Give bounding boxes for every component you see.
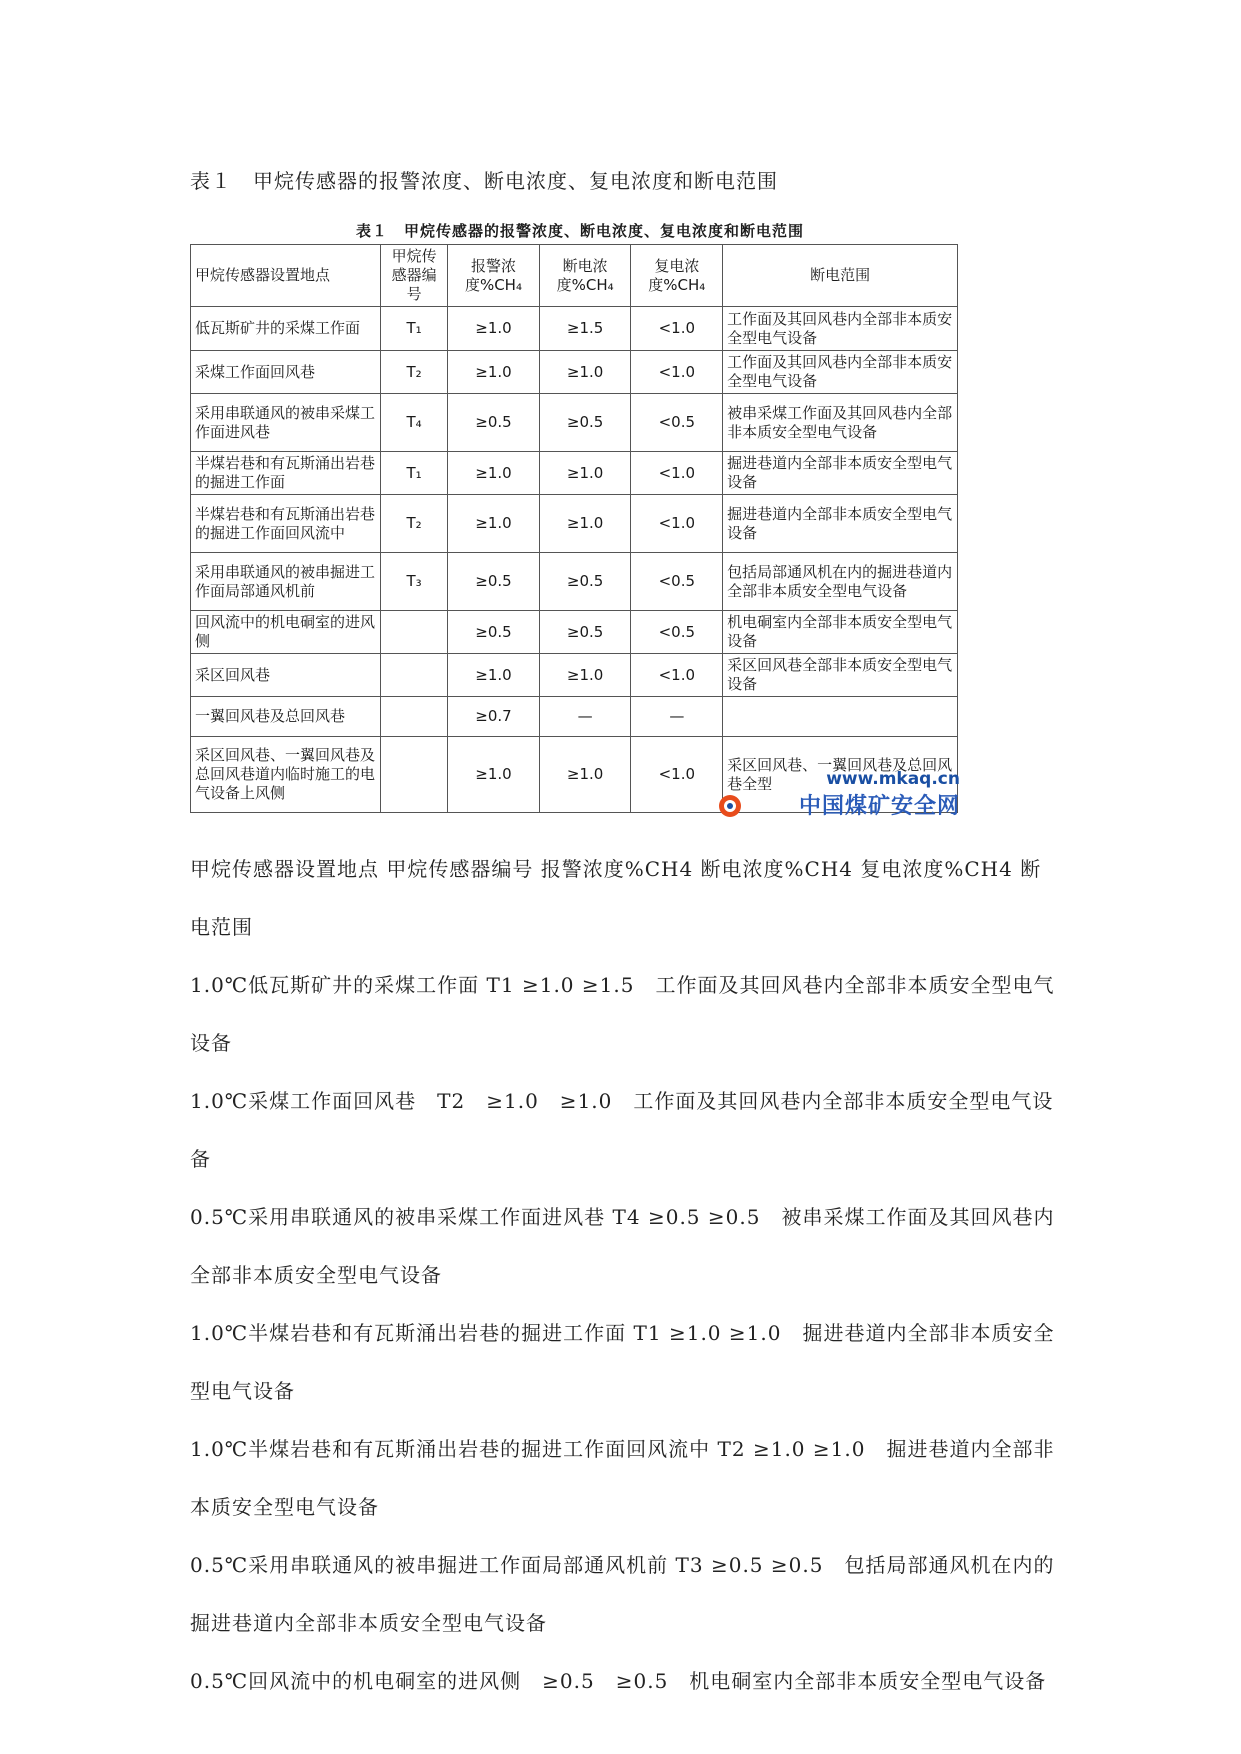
cell-range: 机电硐室内全部非本质安全型电气设备 bbox=[723, 611, 958, 654]
paragraph: 1.0℃半煤岩巷和有瓦斯涌出岩巷的掘进工作面 T1 ≥1.0 ≥1.0 掘进巷道内全部非本质安全型电气设备 bbox=[190, 1321, 1055, 1403]
table-caption: 表１ 甲烷传感器的报警浓度、断电浓度、复电浓度和断电范围 bbox=[190, 169, 778, 193]
cell-range: 包括局部通风机在内的掘进巷道内全部非本质安全型电气设备 bbox=[723, 553, 958, 611]
cell-alarm: ≥1.0 bbox=[448, 307, 540, 351]
cell-alarm: ≥1.0 bbox=[448, 737, 540, 813]
cell-id: T₄ bbox=[381, 394, 448, 452]
cell-id: T₃ bbox=[381, 553, 448, 611]
cell-restore: <1.0 bbox=[631, 654, 723, 697]
cell-restore: <1.0 bbox=[631, 307, 723, 351]
header-cell: 报警浓度%CH₄ bbox=[448, 245, 540, 307]
paragraph: 0.5℃采用串联通风的被串掘进工作面局部通风机前 T3 ≥0.5 ≥0.5 包括局部通风机在内的掘进巷道内全部非本质安全型电气设备 bbox=[190, 1553, 1055, 1635]
cell-location: 采区回风巷、一翼回风巷及总回风巷道内临时施工的电气设备上风侧 bbox=[191, 737, 381, 813]
table-row bbox=[191, 495, 958, 553]
watermark-url: www.mkaq.cn bbox=[826, 769, 960, 789]
cell-cutoff: ≥1.0 bbox=[539, 737, 631, 813]
cell-range bbox=[723, 697, 958, 737]
cell-location: 一翼回风巷及总回风巷 bbox=[191, 697, 381, 737]
paragraph: 0.5℃采用串联通风的被串采煤工作面进风巷 T4 ≥0.5 ≥0.5 被串采煤工作面及其回风巷内全部非本质安全型电气设备 bbox=[190, 1205, 1055, 1287]
image-table-title: 表１ 甲烷传感器的报警浓度、断电浓度、复电浓度和断电范围 bbox=[355, 222, 804, 240]
cell-location: 采煤工作面回风巷 bbox=[191, 351, 381, 394]
cell-alarm: ≥1.0 bbox=[448, 452, 540, 495]
cell-restore: <1.0 bbox=[631, 351, 723, 394]
table-row bbox=[191, 654, 958, 697]
cell-alarm: ≥0.7 bbox=[448, 697, 540, 737]
cell-id: T₁ bbox=[381, 452, 448, 495]
cell-id bbox=[381, 611, 448, 654]
cell-alarm: ≥1.0 bbox=[448, 654, 540, 697]
scanned-table-image bbox=[190, 218, 970, 828]
cell-range: 采区回风巷、一翼回风巷及总回风巷全型 bbox=[723, 737, 958, 813]
table-row bbox=[191, 452, 958, 495]
cell-alarm: ≥1.0 bbox=[448, 495, 540, 553]
cell-alarm: ≥0.5 bbox=[448, 394, 540, 452]
cell-cutoff: ≥1.0 bbox=[539, 452, 631, 495]
header-cell: 断电范围 bbox=[723, 245, 958, 307]
watermark-site-name: 中国煤矿安全网 bbox=[798, 794, 960, 819]
cell-cutoff: ≥1.0 bbox=[539, 495, 631, 553]
table-row bbox=[191, 394, 958, 452]
table-row bbox=[191, 307, 958, 351]
cell-range: 掘进巷道内全部非本质安全型电气设备 bbox=[723, 495, 958, 553]
cell-location: 采用串联通风的被串采煤工作面进风巷 bbox=[191, 394, 381, 452]
cell-id bbox=[381, 654, 448, 697]
cell-location: 低瓦斯矿井的采煤工作面 bbox=[191, 307, 381, 351]
header-cell: 断电浓度%CH₄ bbox=[539, 245, 631, 307]
cell-location: 半煤岩巷和有瓦斯涌出岩巷的掘进工作面回风流中 bbox=[191, 495, 381, 553]
cell-location: 回风流中的机电硐室的进风侧 bbox=[191, 611, 381, 654]
header-cell: 甲烷传感器编号 bbox=[381, 245, 448, 307]
header-cell: 复电浓度%CH₄ bbox=[631, 245, 723, 307]
paragraph: 1.0℃采煤工作面回风巷 T2 ≥1.0 ≥1.0 工作面及其回风巷内全部非本质安全型电气设备 bbox=[190, 1089, 1054, 1171]
paragraph: 甲烷传感器设置地点 甲烷传感器编号 报警浓度%CH4 断电浓度%CH4 复电浓度%CH4 断电范围 bbox=[190, 857, 1042, 939]
cell-alarm: ≥1.0 bbox=[448, 351, 540, 394]
table-row bbox=[191, 611, 958, 654]
cell-id bbox=[381, 697, 448, 737]
cell-cutoff: ≥0.5 bbox=[539, 553, 631, 611]
table-row bbox=[191, 351, 958, 394]
cell-restore: — bbox=[631, 697, 723, 737]
cell-range: 工作面及其回风巷内全部非本质安全型电气设备 bbox=[723, 307, 958, 351]
cell-restore: <0.5 bbox=[631, 394, 723, 452]
paragraph: 1.0℃半煤岩巷和有瓦斯涌出岩巷的掘进工作面回风流中 T2 ≥1.0 ≥1.0 掘进巷道内全部非本质安全型电气设备 bbox=[190, 1437, 1055, 1519]
watermark bbox=[799, 769, 960, 820]
methane-sensor-table bbox=[190, 244, 958, 813]
paragraph: 1.0℃低瓦斯矿井的采煤工作面 T1 ≥1.0 ≥1.5 工作面及其回风巷内全部非本质安全型电气设备 bbox=[190, 973, 1055, 1055]
cell-range: 采区回风巷全部非本质安全型电气设备 bbox=[723, 654, 958, 697]
cell-cutoff: ≥1.0 bbox=[539, 351, 631, 394]
cell-id: T₂ bbox=[381, 495, 448, 553]
cell-restore: <1.0 bbox=[631, 495, 723, 553]
cell-cutoff: ≥1.0 bbox=[539, 654, 631, 697]
site-logo-icon bbox=[718, 794, 742, 818]
table-header-row bbox=[191, 245, 958, 307]
cell-location: 采用串联通风的被串掘进工作面局部通风机前 bbox=[191, 553, 381, 611]
cell-location: 半煤岩巷和有瓦斯涌出岩巷的掘进工作面 bbox=[191, 452, 381, 495]
table-row bbox=[191, 553, 958, 611]
cell-range: 工作面及其回风巷内全部非本质安全型电气设备 bbox=[723, 351, 958, 394]
body-text bbox=[190, 840, 1058, 1710]
cell-cutoff: ≥0.5 bbox=[539, 611, 631, 654]
cell-restore: <1.0 bbox=[631, 737, 723, 813]
cell-cutoff: ≥0.5 bbox=[539, 394, 631, 452]
paragraph: 0.5℃回风流中的机电硐室的进风侧 ≥0.5 ≥0.5 机电硐室内全部非本质安全型电气设备 bbox=[190, 1669, 1047, 1693]
cell-restore: <0.5 bbox=[631, 553, 723, 611]
cell-id bbox=[381, 737, 448, 813]
cell-alarm: ≥0.5 bbox=[448, 553, 540, 611]
cell-range: 被串采煤工作面及其回风巷内全部非本质安全型电气设备 bbox=[723, 394, 958, 452]
cell-alarm: ≥0.5 bbox=[448, 611, 540, 654]
cell-range: 掘进巷道内全部非本质安全型电气设备 bbox=[723, 452, 958, 495]
table-row bbox=[191, 697, 958, 737]
cell-location: 采区回风巷 bbox=[191, 654, 381, 697]
header-cell: 甲烷传感器设置地点 bbox=[191, 245, 381, 307]
cell-id: T₂ bbox=[381, 351, 448, 394]
cell-id: T₁ bbox=[381, 307, 448, 351]
cell-restore: <0.5 bbox=[631, 611, 723, 654]
cell-restore: <1.0 bbox=[631, 452, 723, 495]
cell-cutoff: — bbox=[539, 697, 631, 737]
cell-cutoff: ≥1.5 bbox=[539, 307, 631, 351]
